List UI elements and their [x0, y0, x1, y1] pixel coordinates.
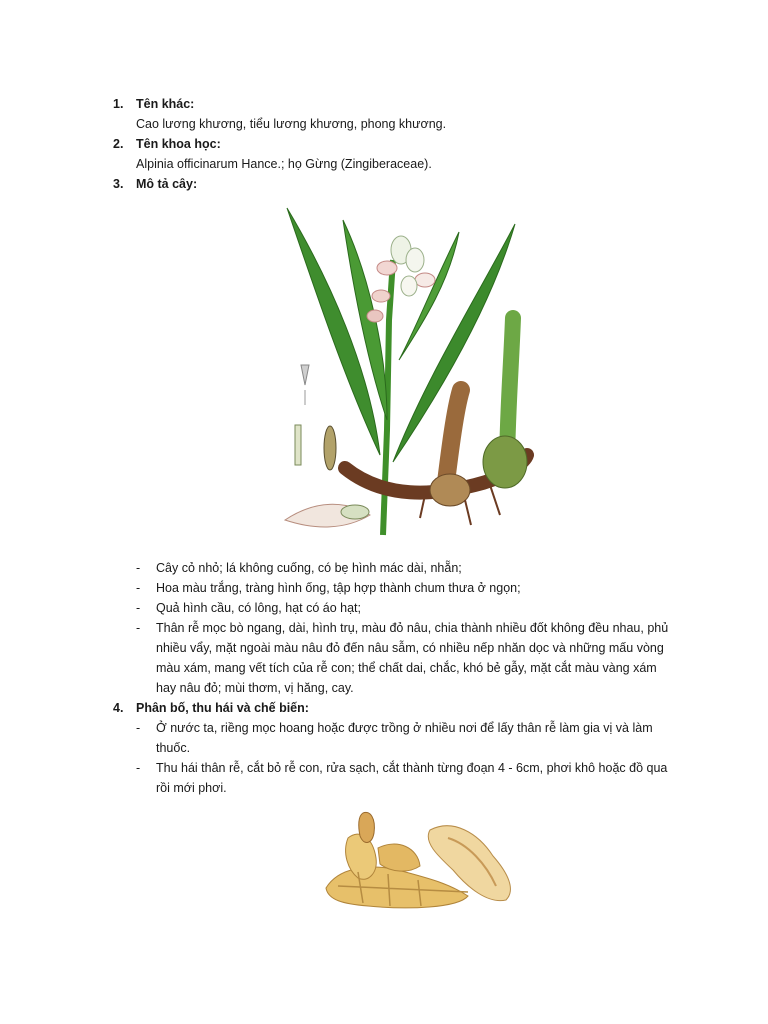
list-item-text: Thân rễ mọc bò ngang, dài, hình trụ, màu đỏ nâu, chia thành nhiều đốt không đều nhau, phủ nhiều vẩy, mặt ngoài màu nâu đỏ đến nâu sẫm, có nhiều nếp nhăn dọc và những mấu vòng màu xám, mang vết tích của rễ con; thể chất dai, chắc, khó bẻ gẫy, mặt cắt màu vàng xám hay nâu đỏ; mùi thơm, vị hăng, cay.: [156, 621, 669, 695]
distribution-bullet-list: [136, 718, 676, 798]
botanical-illustration: [275, 200, 535, 540]
list-item: [136, 618, 676, 698]
list-item: [136, 578, 676, 598]
section-4-title: Phân bố, thu hái và chế biến:: [136, 701, 309, 715]
section-2-number: 2.: [113, 137, 124, 151]
section-1-number: 1.: [113, 97, 124, 111]
section-3-number: 3.: [113, 177, 124, 191]
list-item: [136, 718, 676, 758]
bullet-marker: -: [136, 581, 141, 595]
other-names-text: Cao lương khương, tiểu lương khương, phong khương.: [136, 117, 447, 131]
list-item-text: Ở nước ta, riềng mọc hoang hoặc được trồng ở nhiều nơi để lấy thân rễ làm gia vị và làm thuốc.: [156, 721, 653, 755]
galangal-photo: [318, 808, 518, 913]
list-item: [136, 758, 676, 798]
list-item-text: Hoa màu trắng, tràng hình ống, tập hợp thành chum thưa ở ngọn;: [156, 581, 521, 595]
galangal-rhizome-pieces: [326, 812, 510, 907]
section-1-title: Tên khác:: [136, 97, 195, 111]
scientific-name-text: Alpinia officinarum Hance.; họ Gừng (Zingiberaceae).: [136, 157, 432, 171]
list-item: [136, 558, 676, 578]
list-item-text: Cây cỏ nhỏ; lá không cuống, có bẹ hình mác dài, nhẵn;: [156, 561, 462, 575]
bullet-marker: -: [136, 561, 141, 575]
list-item-text: Quả hình cầu, có lông, hạt có áo hạt;: [156, 601, 362, 615]
section-4-number: 4.: [113, 701, 124, 715]
bullet-marker: -: [136, 601, 141, 615]
bullet-marker: -: [136, 761, 141, 775]
description-bullet-list: [136, 558, 676, 698]
section-3-title: Mô tả cây:: [136, 177, 198, 191]
bullet-marker: -: [136, 621, 141, 635]
bullet-marker: -: [136, 721, 141, 735]
list-item: [136, 598, 676, 618]
section-2-title: Tên khoa học:: [136, 137, 221, 151]
list-item-text: Thu hái thân rễ, cắt bỏ rễ con, rửa sạch, cắt thành từng đoạn 4 - 6cm, phơi khô hoặc đồ qua rồi mới phơi.: [156, 761, 668, 795]
